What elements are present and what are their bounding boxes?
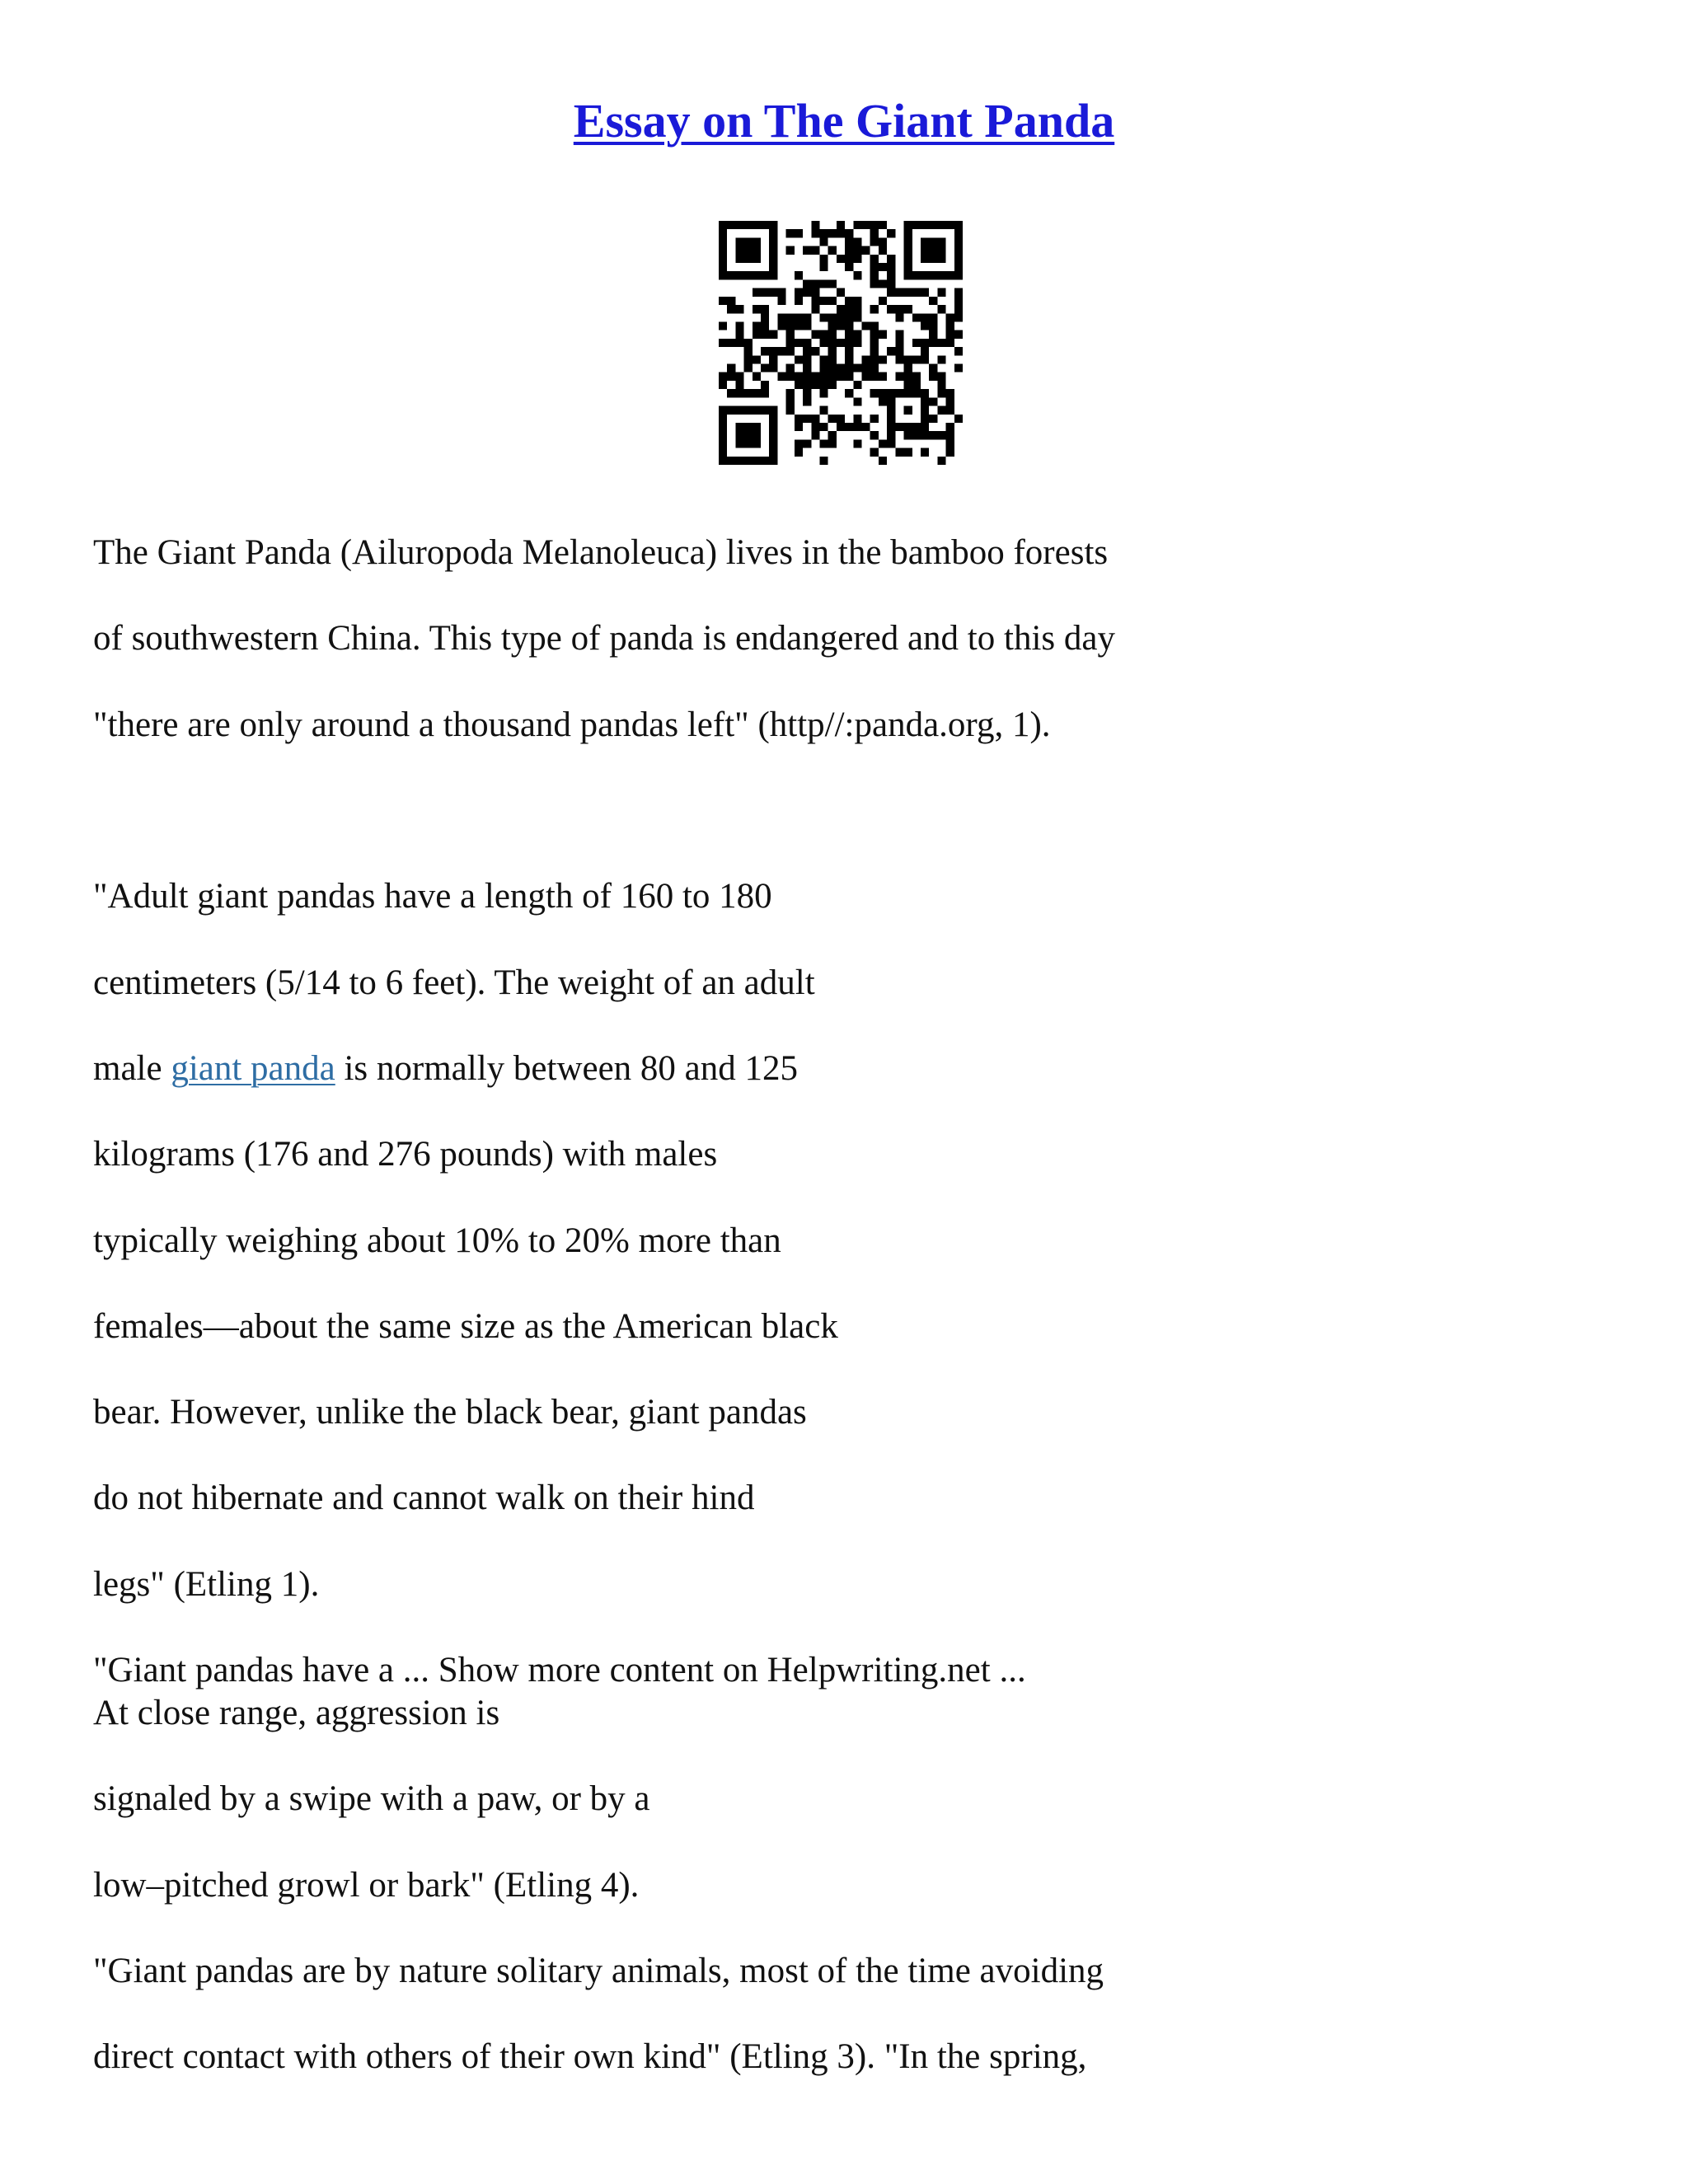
paragraph-2-line-7: bear. However, unlike the black bear, giant pandas <box>93 1393 807 1432</box>
giant-panda-link[interactable]: giant panda <box>171 1049 335 1088</box>
paragraph-2-line-2: centimeters (5/14 to 6 feet). The weight of an adult <box>93 963 815 1002</box>
page-title <box>0 89 1688 153</box>
text-segment: male <box>93 1049 171 1088</box>
paragraph-4-line-1: "Giant pandas are by nature solitary animals, most of the time avoiding <box>93 1952 1104 1990</box>
qr-code <box>719 221 963 465</box>
paragraph-2-line-8: do not hibernate and cannot walk on their hind <box>93 1479 755 1517</box>
paragraph-3-line-2: At close range, aggression is <box>93 1694 500 1732</box>
paragraph-1-line-2: of southwestern China. This type of panda is endangered and to this day <box>93 619 1115 658</box>
paragraph-1-line-3: "there are only around a thousand pandas left" (http//:panda.org, 1). <box>93 705 1051 744</box>
text-segment: is normally between 80 and 125 <box>335 1049 799 1088</box>
paragraph-3-line-3: signaled by a swipe with a paw, or by a <box>93 1779 650 1818</box>
paragraph-2-line-5: typically weighing about 10% to 20% more than <box>93 1221 781 1260</box>
paragraph-2-line-1: "Adult giant pandas have a length of 160 to 180 <box>93 877 772 916</box>
paragraph-2-line-9: legs" (Etling 1). <box>93 1565 320 1604</box>
paragraph-2-line-6: females—about the same size as the American black <box>93 1307 838 1346</box>
paragraph-4-line-2: direct contact with others of their own kind" (Etling 3). "In the spring, <box>93 2037 1087 2076</box>
paragraph-3-line-1: "Giant pandas have a ... Show more content on Helpwriting.net ... <box>93 1651 1026 1690</box>
paragraph-3-line-4: low–pitched growl or bark" (Etling 4). <box>93 1866 640 1905</box>
paragraph-2-line-3 <box>93 1046 798 1092</box>
paragraph-2-line-4: kilograms (176 and 276 pounds) with males <box>93 1135 718 1174</box>
title-link[interactable]: Essay on The Giant Panda <box>573 94 1115 148</box>
paragraph-1-line-1: The Giant Panda (Ailuropoda Melanoleuca) lives in the bamboo forests <box>93 533 1109 572</box>
